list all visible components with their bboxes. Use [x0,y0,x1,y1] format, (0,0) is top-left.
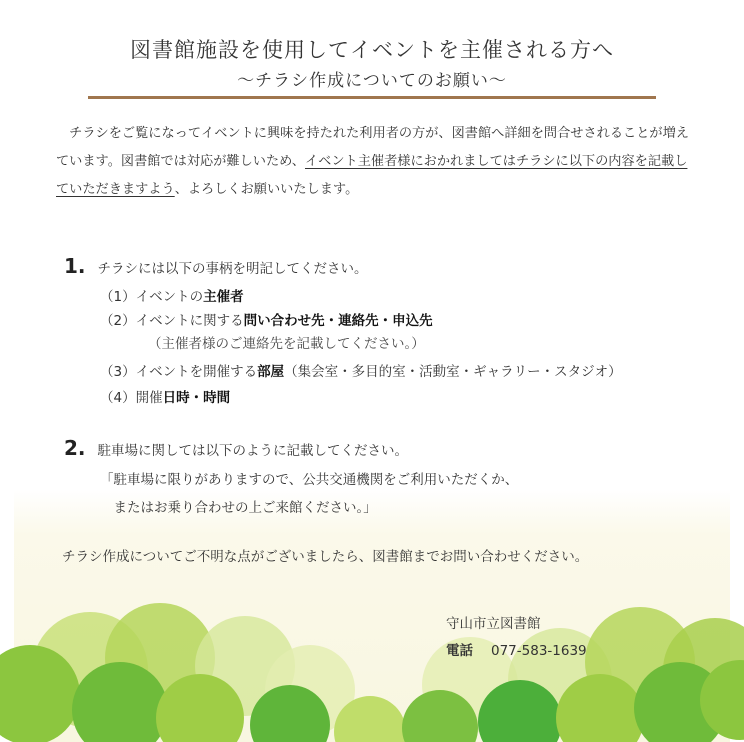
page-subtitle: 〜チラシ作成についてのお願い〜 [237,71,507,91]
item-bold: 主催者 [203,289,244,305]
phone-number: 077-583-1639 [491,643,587,659]
section-1-note: （主催者様のご連絡先を記載してください。） [148,336,425,352]
item-prefix: （3）イベントを開催する [100,364,258,380]
section-1-item [100,386,230,406]
phone-label: 電話 [446,643,473,659]
section-1-heading-text: チラシには以下の事柄を明記してください。 [97,261,368,277]
item-bold: 部屋 [257,364,285,380]
closing-text: チラシ作成についてご不明な点がございましたら、図書館までお問い合わせください。 [62,549,589,565]
phone-line [446,639,587,659]
library-name: 守山市立図書館 [446,616,541,632]
section-1-number: 1. [64,254,86,278]
intro-underlined-request: イベント主催者様におかれましてはチラシに以下の内容を記載していただきますよう [56,154,688,197]
section-2-heading [64,436,408,460]
section-2-heading-text: 駐車場に関しては以下のように記載してください。 [97,443,409,459]
item-prefix: （2）イベントに関する [100,313,244,329]
page-title: 図書館施設を使用してイベントを主催される方へ [130,38,614,62]
parking-quote-line-2: またはお乗り合わせの上ご来館ください。」 [100,500,377,516]
forest-illustration [0,600,744,742]
section-1-item [100,285,244,305]
section-1-heading [64,254,368,278]
intro-paragraph [56,120,696,204]
section-1-item [100,360,622,380]
section-1-item [100,309,433,329]
item-bold: 問い合わせ先・連絡先・申込先 [243,313,433,329]
title-divider [88,96,656,99]
item-prefix: （4）開催 [100,390,163,406]
intro-text-2: 、よろしくお願いいたします。 [174,182,359,197]
parking-quote-line-1: 「駐車場に限りがありますので、公共交通機関をご利用いただくか、 [100,472,519,488]
intro-text-1: チラシをご覧になってイベントに興味を持たれた利用者の方が、図書館へ詳細を問合せされることが増えています。図書館では対応が難しいため、 [56,126,689,169]
item-suffix: （集会室・多目的室・活動室・ギャラリー・スタジオ） [284,364,622,380]
item-bold: 日時・時間 [162,390,231,406]
section-2-number: 2. [64,436,86,460]
item-prefix: （1）イベントの [100,289,204,305]
